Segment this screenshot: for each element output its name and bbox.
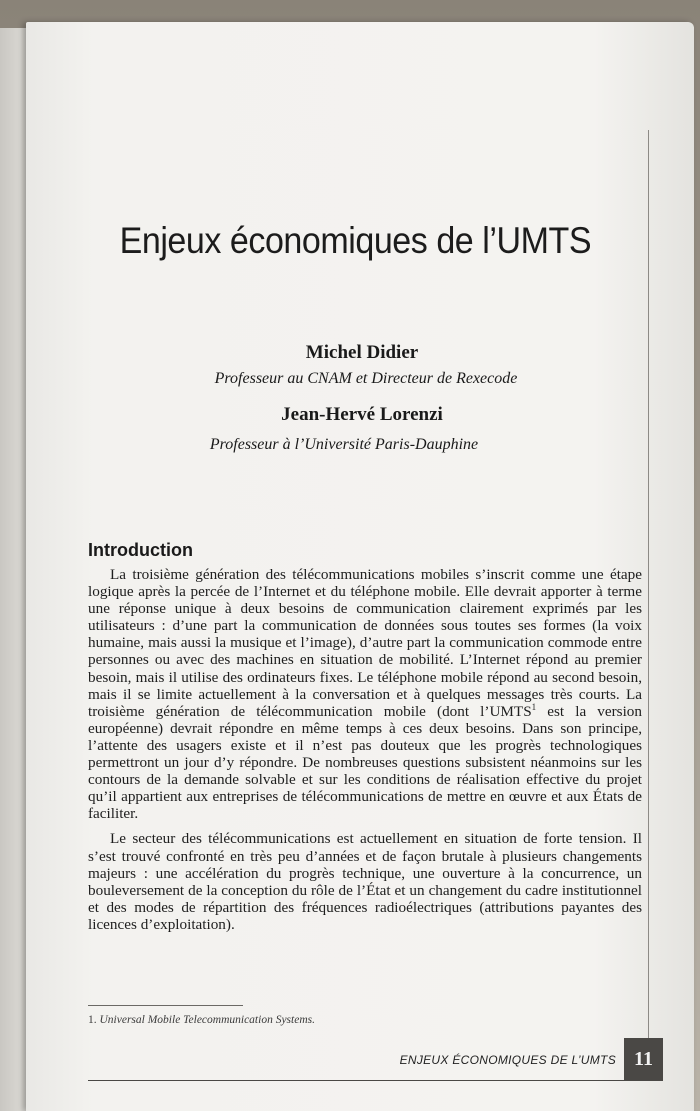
footnote-ref: 1 [531,701,537,712]
footnote [88,1014,315,1026]
bottom-rule [88,1080,663,1081]
author-role-1: Professeur au CNAM et Directeur de Rexecode [214,370,518,387]
footnote-text: Universal Mobile Telecommunication Systems. [99,1014,315,1026]
author-name-2: Jean-Hervé Lorenzi [281,404,443,425]
paragraph-1-part-2: est la version européenne) devrait répondre en même temps à ces deux besoins. Dans son principe, l’attente des usagers existe et il n’est pas douteux que les progrès technologiques permettront un jour d’y répondre. De nombreuses questions subsistent néanmoins sur les contours de la demande solvable et sur les conditions de réalisation effective du projet qu’il appartient aux entreprises de télécommunications de mettre en œuvre et aux États de faciliter. [88,702,642,823]
author-role-2: Professeur à l’Université Paris-Dauphine [209,436,479,453]
paragraph-1 [88,566,642,822]
footnote-number: 1. [88,1014,97,1026]
paragraph-1-part-1: La troisième génération des télécommunications mobiles s’inscrit comme une étape logique après la percée de l’Internet et du téléphone mobile. Elle devrait apporter à terme une réponse unique à deux besoins de communication clairement exprimés par les utilisateurs : d’une part la communication de données sous toutes ses formes (la voix humaine, mais aussi la musique et l’image), d’autre part la communication commode entre personnes ou avec des machines en situation de mobilité. L’Internet répond au premier besoin, mais il utilise des ordinateurs fixes. Le téléphone mobile répond au second besoin, mais il se limite actuellement à la conversation et à quelques messages très courts. La troisième génération de télécommunication mobile (dont l’UMTS [88,566,642,720]
footnote-divider [88,1005,243,1006]
section-heading: Introduction [88,540,193,560]
page-number: 11 [624,1038,663,1080]
page-edge-rule [648,130,649,1080]
chapter-title: Enjeux économiques de l’UMTS [119,220,592,261]
body-text [88,566,642,941]
running-head: ENJEUX ÉCONOMIQUES DE L’UMTS [399,1053,616,1067]
paragraph-2: Le secteur des télécommunications est actuellement en situation de forte tension. Il s’est trouvé confronté en très peu d’années et de façon brutale à plusieurs changements majeurs : une accélération du progrès technique, une ouverture à la concurrence, un bouleversement de la conception du rôle de l’État et un changement du cadre institutionnel et des modes de répartition des fréquences radioélectriques (attributions payantes des licences d’exploitation). [88,830,642,933]
author-name-1: Michel Didier [305,342,419,363]
